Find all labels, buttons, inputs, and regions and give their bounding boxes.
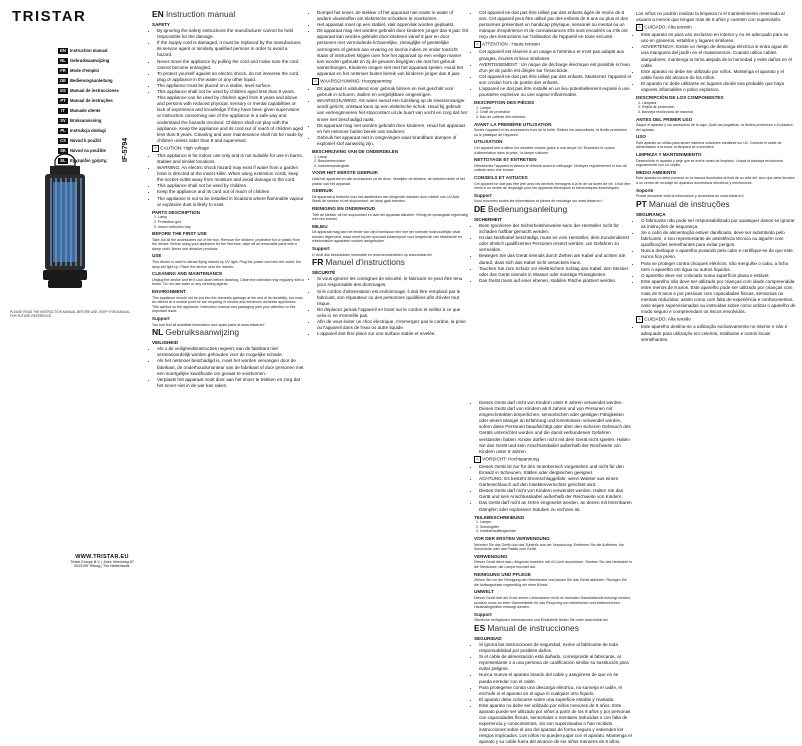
list-item: • WAARSCHUWING: Als water vanuit een tuinslang op de insectenvanger wordt gericht, ontstaat kans op een elektrische schok. Houd bij gebruik van verlengsnoeren het stopcontact uit de buurt van vocht en zorg dat het snoer niet beschadigd raakt. — [317, 98, 468, 122]
section-title-pt: PT Manual de instruções — [636, 198, 730, 209]
list-item: • Este aparato es para uso exclusivo en interior y no es adecuado para su uso en graneros, establos y lugares similares. — [641, 32, 796, 44]
list-item: • By ignoring the safety instructions the manufacturer cannot be held responsible for the damage. — [157, 28, 304, 40]
high-voltage-warning: ⚠ CUIDADO: Alta tensión — [637, 24, 692, 30]
paragraph: Trek de stekker uit het stopcontact en laat het apparaat afkoelen. Reinig de opvangbak regelmatig met een borstel. — [312, 212, 468, 222]
heading-parts: BESCHRIJVING VAN DE ONDERDELEN — [312, 148, 399, 154]
language-title: Mode d'emploi — [70, 68, 100, 73]
heading-cleaning: CLEANING AND MAINTENANCE — [152, 271, 223, 277]
list-item: 3. Insectenopvangbak — [318, 164, 468, 169]
paragraph: Nehmen Sie das Gerät und das Zubehör aus der Verpackung. Entfernen Sie die Aufkleber, die Schutzfolie oder das Plastik vom Gerät. — [474, 542, 624, 552]
heading-environment: MEDIO AMBIENTE — [636, 169, 677, 175]
language-title: Návod k použití — [70, 138, 101, 143]
paragraph: Dit apparaat mag aan het einde van zijn levensduur niet met het normale huishoudelijke afval worden afgevoerd, maar moet bij een speciaal inzamelpunt voor hergebruik van elektrische en elektronische apparaten worden aangeboden. — [312, 230, 463, 244]
list-item: • The appliance must be placed on a stable, level surface. — [157, 83, 304, 89]
list-item: 3. Insect collection tray — [158, 225, 304, 230]
list-item: • Este aparato no debe ser utilizado por niños. Mantenga el aparato y el cable fuera del alcance de los niños. — [641, 69, 796, 81]
heading-safety: SEGURIDAD — [474, 635, 502, 641]
column-en-nl — [152, 10, 304, 570]
list-item: • WARNING: An electric shock hazard may exist if water from a garden hose is directed at the insect killer. When using extension cords, keep the socket-outlet away from moisture and avoid damage to the cord. — [157, 165, 304, 183]
footer — [62, 555, 142, 569]
paragraph: Ziehen Sie vor der Reinigung den Netzstecker und lassen Sie das Gerät abkühlen. Reinigen Sie die Auffangschale regelmäßig mit einer Bürste. — [474, 578, 627, 587]
list-item: • Dit apparaat mag niet worden gebruikt door kinderen. Houd het apparaat en het netsnoer buiten bereik van kinderen. — [317, 123, 468, 135]
language-code: FR — [58, 68, 68, 74]
list-item: 2. Rejilla de protección — [642, 105, 796, 110]
list-item: 1. Lampe — [480, 106, 632, 111]
list-item: 1. Lamp — [318, 155, 468, 160]
heading-support: Soporte — [636, 187, 654, 193]
heading-before-use: ANTES DEL PRIMER USO — [636, 116, 693, 122]
list-item: • Verplaats het apparaat nooit door aan het snoer te trekken en zorg dat het snoer niet in de war kan raken. — [157, 377, 304, 389]
heading-support: Support — [152, 316, 170, 321]
company-city: 5015 BH Tilburg | The Netherlands — [74, 564, 130, 569]
model-number: IF-5794 — [122, 137, 129, 162]
paragraph: Sortez l'appareil et les accessoires hors de la boîte. Retirez les autocollants, la feuille protectrice ou le plastique de l'appareil. — [474, 128, 628, 137]
warning-icon: ⚠ — [637, 25, 642, 30]
paragraph: Cet appareil sert à attirer les insectes volants grâce à une lampe UV. Branchez le cordon d'alimentation dans la prise ; la lampe s'allume. — [474, 145, 616, 155]
high-voltage-warning: ⚠ WAARSCHUWING: Hoogspanning — [313, 78, 392, 84]
high-voltage-warning: ⚠ ATTENTION : Haute tension — [475, 42, 540, 48]
list-item: • L'appareil ne doit pas être installé en un lieu potentiellement exposé à une poussière explosive ou une vapeur inflammable. — [479, 86, 632, 98]
language-code: EN — [58, 48, 68, 54]
list-item: • El aparato no debe utilizarse en lugares donde sea probable que haya vapores inflamables o polvo explosivo. — [641, 81, 796, 93]
heading-support: Support — [474, 192, 492, 198]
heading-cleaning: REINIGING EN ONDERHOUD — [312, 205, 376, 211]
paragraph: Dieses Gerät dient dazu, fliegende Insekten mit UV-Licht anzulocken. Stecken Sie das Netzkabel in die Steckdose; die Lampe leuchtet auf. — [474, 560, 633, 569]
language-entry — [58, 66, 140, 75]
paragraph: Dit apparaat is bedoeld voor het aantrekken van vliegende insecten door middel van UV-licht. Steek de stekker in het stopcontact; de lamp gaat branden. — [312, 194, 461, 204]
section-title-es: ES Manual de instrucciones — [474, 622, 580, 633]
list-item: • Dit apparaat is uitsluitend voor gebruik binnen en niet geschikt voor gebruik in schuren, stallen en vergelijkbare omgevingen. — [317, 86, 468, 98]
paragraph: You can find all available information and spare parts at www.tristar.eu! — [152, 322, 265, 327]
safety-warning-multilang: PLEASE READ THE INSTRUCTION MANUAL BEFORE USE. KEEP THIS MANUAL FOR FUTURE REFERENCE. — [10, 310, 130, 319]
heading-cleaning: LIMPIEZA Y MANTENIMIENTO — [636, 152, 702, 158]
paragraph: Dieses Gerät darf am Ende seiner Lebensdauer nicht im normalen Haushaltsmüll entsorgt werden, sondern muss an einer Sammelstelle für das Recycling von elektrischen und elektronischen Haushaltsgeräten entsorgt werden. — [474, 595, 632, 610]
paragraph: Unplug the device and let it cool down before cleaning. Clean the collection tray regularly with a brush. Do not use water or any cleaning agents. — [152, 277, 304, 287]
list-item: • Never move the appliance by pulling the cord and make sure the cord cannot become entangled. — [157, 59, 304, 71]
list-item: • Este aparelho não deve ser utilizado por crianças com idade compreendida entre menos de 8 anos. Este aparelho pode ser utilizado por crianças com mais de 8 anos e por pessoas com capacidades físicas, sensoriais ou mentais reduzidas, assim como com falta de experiência e conhecimentos, caso sejam supervisionadas ou instruídas sobre como utilizar o aparelho de modo seguro e compreendam os riscos envolvidos. — [641, 279, 796, 316]
heading-use: UTILISATION — [474, 139, 503, 145]
language-title: Gebruiksaanwijzing — [70, 58, 110, 63]
heading-safety: SEGURANÇA — [636, 211, 666, 217]
paragraph: Vous trouverez toutes les informations et pièces de rechange sur www.tristar.eu ! — [474, 199, 603, 204]
language-entry — [58, 56, 140, 65]
list-item: • Si ignora las instrucciones de seguridad, exime al fabricante de toda responsabilidad por posibles daños. — [479, 642, 632, 654]
language-entry — [58, 46, 140, 55]
high-voltage-warning: ⚠ VORSICHT: Hochspannung — [475, 456, 539, 462]
warning-icon: ⚠ — [475, 42, 480, 47]
paragraph: Los niños no podrán realizar la limpieza ni el mantenimiento reservado al usuario a menos que tengan más de 8 años y cuenten con supervisión. — [636, 11, 785, 23]
section-title-de: DE Bedienungsanleitung — [474, 203, 568, 214]
list-item: 2. Protection grid — [158, 220, 304, 225]
warning-icon: ⚠ — [475, 456, 480, 461]
brand-logo: TRISTAR — [12, 8, 87, 25]
paragraph: Desenchufe el aparato y deje que se enfríe antes de limpiarlo. Limpie la bandeja recolectora regularmente con un cepillo. — [636, 158, 783, 168]
list-item: • L'appareil doit être placé sur une surface stable et nivelée. — [317, 331, 468, 337]
language-title: Εγχειρίδιο χρήσης — [70, 158, 108, 163]
heading-use: GEBRUIK — [312, 188, 334, 194]
list-item: • Gebruik het apparaat niet in omgevingen waar brandbare dampen of explosief stof aanwezig zijn. — [317, 135, 468, 147]
list-item: • Bewegen Sie das Gerät niemals durch Ziehen am Kabel und achten Sie darauf, dass sich das Kabel nicht verwickeln kann. — [479, 253, 632, 265]
language-code: PL — [58, 128, 68, 134]
paragraph: Débranchez l'appareil et laissez-le refroidir avant le nettoyage. Nettoyez régulièrement le bac de collecte avec une brosse. — [474, 163, 627, 173]
section-title-nl: NL Gebruiksaanwijzing — [152, 327, 240, 338]
language-code: EL — [58, 158, 68, 164]
list-item: • AVERTISSEMENT : Un risque de décharge électrique est possible si l'eau d'un jet de jardin est dirigée sur l'insecticide. — [479, 62, 632, 74]
website-link[interactable]: WWW.TRISTAR.EU — [75, 554, 129, 560]
column-es-pt — [636, 10, 796, 570]
list-item: • Ne déplacez jamais l'appareil en tirant sur le cordon et veillez à ce que celui-ci ne s'emmêle pas. — [317, 307, 468, 319]
language-title: Manual de instrucciones — [70, 88, 119, 93]
paragraph: Take out all the accessories out of the box. Remove the stickers, protective foil or plastic from the device. Before using your appliance for the first time, wipe off all removable parts with a damp cloth. Never use abrasive products. — [152, 237, 301, 251]
list-item: 3. Insektenauffangschale — [480, 529, 632, 534]
list-item: • Si vous ignorez les consignes de sécurité, le fabricant ne peut être tenu pour responsable des dommages. — [317, 276, 468, 288]
list-item: 2. Schutzgitter — [480, 525, 632, 530]
list-item: • Nunca mueva el aparato tirando del cable y asegúrese de que no se pueda enredar con el cable. — [479, 672, 632, 684]
language-title: Bruksanvisning — [70, 118, 102, 123]
list-item: • Para protegerse contra una descarga eléctrica, no sumerja el cable, el enchufe ni el aparato en el agua ni cualquier otro líquido. — [479, 685, 632, 697]
heading-before-use: BEFORE THE FIRST USE — [152, 231, 207, 237]
list-item: • If the supply cord is damaged, it must be replaced by the manufacturer, its service agent or similarly qualified persons in order to avoid a hazard. — [157, 40, 304, 58]
list-item: 3. Bac de collecte des insectes — [480, 115, 632, 120]
list-item: • El aparato debe colocarse sobre una superficie estable y nivelada. — [479, 697, 632, 703]
list-item: • Este aparelho destina-se a utilização exclusivamente no interior e não é adequado para utilização em celeiros, estábulos e outros locais semelhantes. — [641, 324, 796, 342]
list-item: • Tauchen Sie zum Schutz vor elektrischem Schlag das Kabel, den Stecker oder das Gerät niemals in Wasser oder sonstige Flüssigkeiten. — [479, 266, 632, 278]
language-entry — [58, 76, 140, 85]
list-item: • Si le cordon d'alimentation est endommagé, il doit être remplacé par le fabricant, son réparateur ou des personnes qualifiées afin d'éviter tout risque. — [317, 289, 468, 307]
list-item: • O aparelho deve ser colocado numa superfície plana e estável. — [641, 273, 796, 279]
list-item: 3. Bandeja recolectora de insectos — [642, 110, 796, 115]
list-item: • Este aparato no debe ser utilizado por niños menores de 8 años. Este aparato puede ser utilizado por niños a partir de los 8 años y por personas con capacidades físicas, sensoriales o mentales reducidas o con falta de experiencia y conocimientos, sin son supervisadas o han recibido instrucciones sobre el uso del aparato de forma segura y entienden los riesgos implicados. Los niños no pueden jugar con el aparato. Mantenga el aparato y su cable fuera del alcance de los niños menores de 8 años. — [479, 703, 632, 746]
company-address: Tristar Europe B.V. | Jules Verneweg 87 — [70, 559, 134, 564]
list-item: • Das Gerät darf nicht an Orten eingesetzt werden, an denen mit brennbaren Dämpfen oder explosiven Stäuben zu rechnen ist. — [479, 500, 632, 512]
list-item: • O fabricante não pode ser responsabilizado por quaisquer danos se ignorar as instruções de segurança. — [641, 218, 796, 230]
section-title-fr: FR Manuel d'instructions — [312, 257, 405, 268]
paragraph: Este aparato se utiliza para atraer insectos voladores mediante luz UV. Conecte el cable de alimentación a la toma; la lámpara se encenderá. — [636, 140, 782, 150]
heading-safety: SICHERHEIT — [474, 216, 502, 222]
paragraph: This appliance should not be put into the domestic garbage at the end of its durability, but must be offered at a central point for the recycling of electric and electronic domestic appliances. This symbol on the appliance, instruction manual and packaging puts your attention to this important issue. — [152, 295, 303, 314]
product-lamp-image — [15, 150, 115, 295]
language-code: ES — [58, 88, 68, 94]
list-item: • Dit apparaat mag niet worden gebruikt door kinderen jonger dan 8 jaar. Dit apparaat kan worden gebruikt door kinderen vanaf 8 jaar en door personen met verminderde lichamelijke, zintuiglijke of geestelijke vermogens of gebrek aan ervaring en kennis indien ze onder toezicht staan of instructies krijgen over hoe het apparaat op een veilige manier kan worden gebruikt en zij de gevaren begrijpen die met het gebruik samenhangen. Kinderen mogen niet met het apparaat spelen. Houd het apparaat en het netsnoer buiten bereik van kinderen jonger dan 8 jaar. — [317, 28, 468, 77]
paragraph: Haal het apparaat en alle accessoires uit de doos. Verwijder de stickers, de beschermfolie of het plastic van het apparaat. — [312, 176, 466, 186]
paragraph: This device is used to attract flying insects by UV light. Plug the power cord into the outlet; the lamp will light up. Place the device near the insects. — [152, 260, 302, 269]
language-code: SK — [58, 148, 68, 154]
list-item: • Dompel het snoer, de stekker of het apparaat niet onder in water of andere vloeistoffen om elektrische schokken te voorkomen. — [317, 10, 468, 22]
list-item: 1. Lampe — [480, 520, 632, 525]
list-item: • Als u de veiligheidsinstructies negeert, kan de fabrikant niet verantwoordelijk worden gehouden voor de mogelijke schade. — [157, 346, 304, 358]
heading-safety: SAFETY — [152, 22, 171, 27]
list-item: • Als het netsnoer beschadigd is, moet het worden vervangen door de fabrikant, de onderhoudsmonteur van de fabrikant of door personen met een soortgelijke kwalificatie om gevaar te voorkomen. — [157, 358, 304, 376]
list-item: • Para se proteger contra choques elétricos, não mergulhe o cabo, a ficha nem o aparelho em água ou outros líquidos. — [641, 261, 796, 273]
list-item: • Beim Ignorieren der Sicherheitshinweise kann der Hersteller nicht für Schäden haftbar gemacht werden. — [479, 223, 632, 235]
language-code: SV — [58, 118, 68, 124]
paragraph: Puede encontrar toda la información y recambios en www.tristar.eu! — [636, 194, 744, 199]
language-code: DE — [58, 78, 68, 84]
paragraph: Sämtliche verfügbaren Informationen und Ersatzteile finden Sie unter www.tristar.eu! — [474, 618, 609, 623]
list-item: • This appliance is for indoor use only and is not suitable for use in barns, stables and similar locations. — [157, 153, 304, 165]
column-nl-fr — [312, 10, 468, 570]
list-item: • Dieses Gerät ist nur für den Innenbereich vorgesehen und nicht für den Einsatz in Scheunen, Ställen oder dergleichen geeignet. — [479, 464, 632, 476]
language-title: Návod na použitie — [70, 148, 106, 153]
list-item: • The appliance is not to be installed in locations where flammable vapour or explosive dust is likely to exist. — [157, 196, 304, 208]
list-item: • Ist das Netzkabel beschädigt, muss es vom Hersteller, dem Kundendienst oder ähnlich qualifizierten Personen ersetzt werden, um Gefahren zu vermeiden. — [479, 235, 632, 253]
language-entry — [58, 96, 140, 105]
heading-cleaning: NETTOYAGE ET ENTRETIEN — [474, 157, 537, 163]
warning-icon: ⚠ — [313, 79, 318, 84]
language-entry — [58, 116, 140, 125]
language-title: Bedienungsanleitung — [70, 78, 113, 83]
language-entry — [58, 126, 140, 135]
list-item: • Afin de vous éviter un choc électrique, n'immergez pas le cordon, la prise ou l'appareil dans de l'eau ou autre liquide. — [317, 319, 468, 331]
language-title: Instruction manual — [70, 48, 108, 53]
language-entry — [58, 106, 140, 115]
list-item: • Dieses Gerät darf nicht von Kindern unter 8 Jahren verwendet werden. Dieses Gerät darf von Kindern ab 8 Jahren und von Personen mit eingeschränkten körperlichen, sensorischen oder geistigen Fähigkeiten oder einem Mangel an Erfahrung und Kenntnissen verwendet werden, sofern diese Personen beaufsichtigt oder über den sicheren Gebrauch des Geräts unterrichtet wurden und die damit verbundenen Gefahren verstanden haben. Kinder dürfen nicht mit dem Gerät nicht spielen. Halten Sie das Gerät und sein Anschlusskabel außerhalb der Reichweite von Kindern unter 8 Jahren. — [479, 400, 632, 455]
list-item: 1. Lamp — [158, 215, 304, 220]
heading-support: Support — [474, 611, 492, 617]
heading-environment: ENVIRONMENT — [152, 289, 186, 295]
list-item: 2. Grille de protection — [480, 110, 632, 115]
heading-parts: PARTS DESCRIPTION — [152, 209, 200, 215]
language-title: Manuale utente — [70, 108, 101, 113]
heading-cleaning: REINIGUNG UND PFLEGE — [474, 571, 531, 577]
list-item: • Se o cabo de alimentação estiver danificado, deve ser substituído pelo fabricante, o seu representante de assistência técnica ou alguém com qualificações semelhantes para evitar perigos. — [641, 230, 796, 248]
section-title-en: EN Instruction manual — [152, 9, 236, 19]
list-item: • ACHTUNG: Es besteht Stromschlaggefahr, wenn Wasser aus einem Gartenschlauch auf den Insektenvernichter gerichtet wird. — [479, 476, 632, 488]
heading-environment: UMWELT — [474, 589, 494, 595]
heading-use: USO — [636, 134, 646, 140]
heading-safety: VEILIGHEID — [152, 340, 179, 346]
paragraph: Este aparato no debe ponerse en la basura doméstica al final de su vida útil, sino que debe llevarse a un centro de reciclaje de aparatos domésticos eléctricos y electrónicos. — [636, 176, 795, 186]
heading-parts: DESCRIPCIÓN DE LOS COMPONENTES — [636, 95, 724, 101]
list-item: • Das Gerät muss auf einer ebenen, stabilen Fläche platziert werden. — [479, 278, 632, 284]
language-title: Instrukcja obsługi — [70, 128, 106, 133]
list-item: • ADVERTENCIA: Existe un riesgo de descarga eléctrica si entra agua de una manguera del jardín en el matainsectos. Cuando utilice cables alargadores, mantenga la toma alejada de la humedad y evite daños en el cable. — [641, 44, 796, 68]
list-item: • Nunca desloque o aparelho puxando pelo cabo e certifique-se de que este nunca fica preso. — [641, 248, 796, 260]
language-title: Manual de instruções — [70, 98, 113, 103]
language-code: IT — [58, 108, 68, 114]
list-item: • Dieses Gerät darf nicht von Kindern verwendet werden. Halten Sie das Gerät und sein Anschlusskabel außerhalb der Reichweite von Kindern. — [479, 488, 632, 500]
heading-parts: DESCRIPTION DES PIÈCES — [474, 100, 535, 106]
heading-before-use: VOOR HET EERSTE GEBRUIK — [312, 170, 379, 176]
list-item: • Keep the appliance and its cord out of reach of children. — [157, 189, 304, 195]
list-item: • Cet appareil ne doit pas être utilisé par des enfants. Maintenez l'appareil et son cordon hors de portée des enfants. — [479, 74, 632, 86]
language-code: CS — [58, 138, 68, 144]
heading-parts: TEILEBESCHREIBUNG — [474, 514, 525, 520]
paragraph: U vindt alle beschikbare informatie en reserveonderdelen op www.tristar.eu! — [312, 252, 433, 257]
heading-use: VERWENDUNG — [474, 553, 508, 559]
heading-tips: CONSEILS ET ASTUCES — [474, 174, 528, 180]
list-item: • Si el cable de alimentación está dañado, corresponde al fabricante, al representante o a una persona de cualificación similar su sustitución para evitar peligros. — [479, 654, 632, 672]
list-item: • This appliance shall not be used by children aged less than 8 years. This appliance can be used by children aged from 8 years and above and persons with reduced physical, sensory or mental capabilities or lack of experience and knowledge if they have been given supervision or instruction concerning use of the appliance in a safe way and understand the hazards involved. Children shall not play with the appliance. Keep the appliance and its cord out of reach of children aged less than 8 years. Cleaning and user maintenance shall not be made by children unless older than 8 and supervised. — [157, 89, 304, 144]
heading-before-use: AVANT LA PREMIÈRE UTILISATION — [474, 121, 552, 127]
list-item: • Cet appareil ne doit pas être utilisé par des enfants âgés de moins de 8 ans. Cet appareil peut être utilisé par des enfants de 8 ans ou plus et des personnes présentant un handicap physique, sensoriel ou mental ou un manque d'expérience et de connaissances s'ils sont encadrés ou s'ils ont reçu des instructions sur l'utilisation de l'appareil en toute sécurité. — [479, 10, 632, 40]
high-voltage-warning: ⚠ CAUTION: High voltage — [153, 145, 210, 151]
warning-icon: ⚠ — [153, 145, 158, 150]
heading-safety: SÉCURITÉ — [312, 270, 336, 276]
column-de-es — [474, 400, 633, 745]
high-voltage-warning: ⚠ CUIDADO: Alta tensão — [637, 317, 691, 323]
list-item: • Cet appareil est réservé à un usage à l'intérieur et n'est pas adapté aux granges, écuries et lieux similaires. — [479, 49, 632, 61]
list-item: • This appliance shall not be used by children. — [157, 183, 304, 189]
paragraph: Saque el aparato y los accesorios de la caja. Quite las pegatinas, la lámina protectora o el plástico del aparato. — [636, 123, 793, 132]
language-code: NL — [58, 58, 68, 64]
heading-support: Support — [312, 246, 330, 252]
warning-icon: ⚠ — [637, 317, 642, 322]
heading-environment: MILIEU — [312, 223, 328, 229]
heading-use: USE — [152, 253, 162, 259]
list-item: • Het apparaat moet op een stabiel, vlak oppervlak worden geplaatst. — [317, 22, 468, 28]
list-item: 2. Beschermrooster — [318, 159, 468, 164]
list-item: 1. Lámpara — [642, 101, 796, 106]
language-entry — [58, 86, 140, 95]
heading-before-use: VOR DER ERSTEN VERWENDUNG — [474, 535, 550, 541]
list-item: • To protect yourself against an electric shock, do not immerse the cord, plug or appliance in the water or any other liquid. — [157, 71, 304, 83]
language-code: PT — [58, 98, 68, 104]
paragraph: Cet appareil ne doit pas être jeté avec les déchets ménagers à la fin de sa durée de vie, il doit être remis à un centre de recyclage pour les appareils électriques et électroniques domestiques. — [474, 181, 631, 191]
